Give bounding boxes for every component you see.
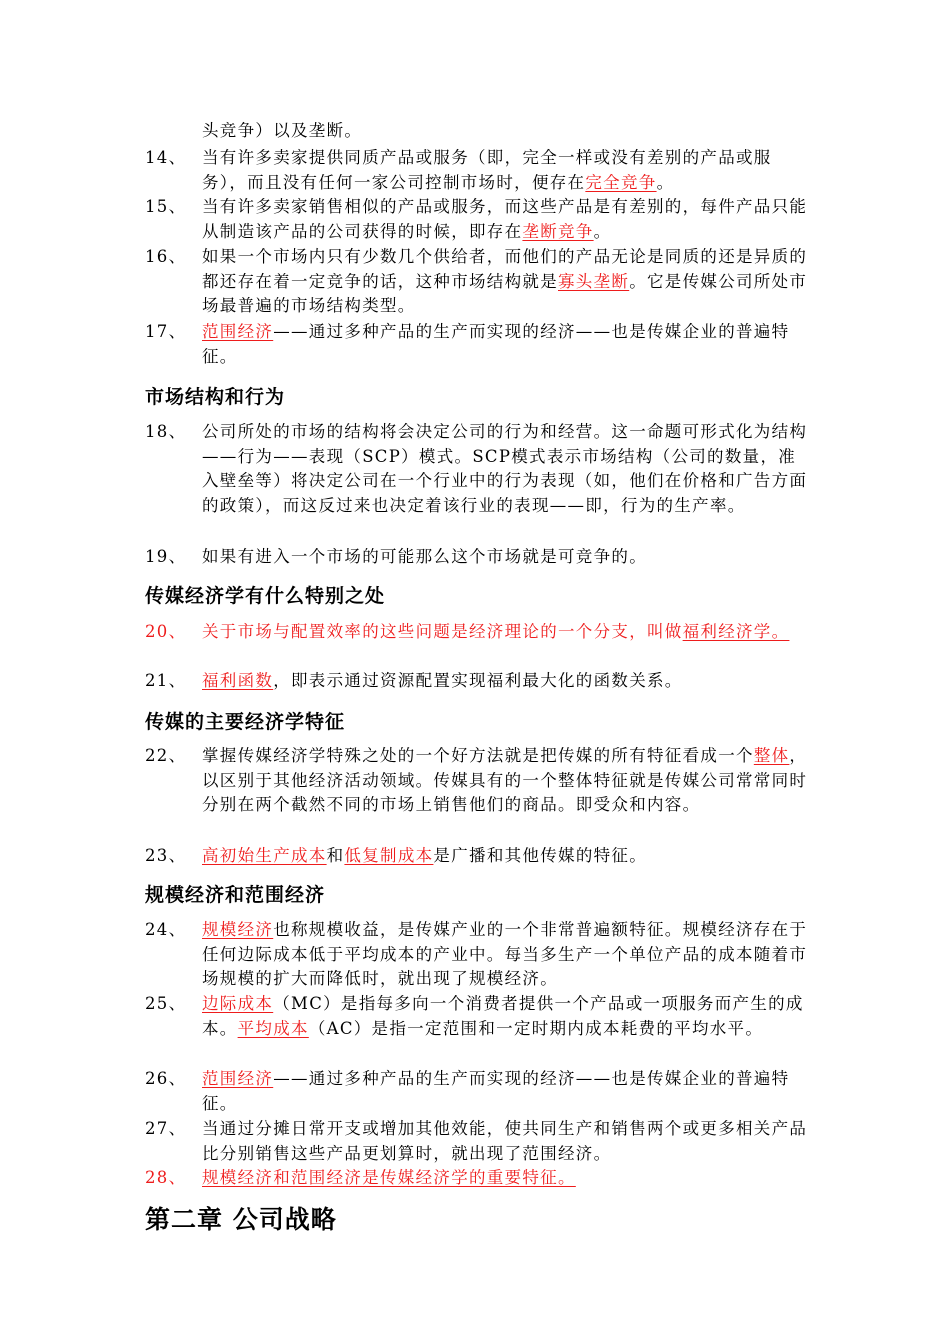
item-text (202, 119, 810, 144)
item-number: 25、 (145, 994, 187, 1013)
item-number: 28、 (145, 1168, 187, 1187)
highlighted-term: 规模经济 (202, 920, 274, 939)
item-number: 20、 (145, 622, 187, 641)
item-number: 16、 (145, 247, 187, 266)
highlighted-term: 福利经济学。 (682, 622, 790, 641)
list-item (145, 918, 810, 992)
text-segment: 如果有进入一个市场的可能那么这个市场就是可竞争的。 (202, 547, 647, 566)
list-item (145, 1117, 810, 1166)
item-text (202, 320, 810, 369)
list-item (145, 545, 810, 570)
list-item (145, 744, 810, 818)
list-item (145, 320, 810, 369)
text-segment: ，以区别于其他经济活动领域。传媒具有的一个整体特征就是传媒公司常常同时分别在两个截然不同的市场上销售他们的商品。即受众和内容。 (202, 746, 808, 814)
section-heading: 规模经济和范围经济 (145, 884, 326, 906)
section-heading: 传媒经济学有什么特别之处 (145, 585, 386, 607)
text-segment: 掌握传媒经济学特殊之处的一个好方法就是把传媒的所有特征看成一个 (202, 746, 754, 765)
text-segment: 是广播和其他传媒的特征。 (433, 846, 648, 865)
text-segment: 关于市场与配置效率的这些问题是经济理论的一个分支，叫做 (202, 622, 683, 641)
item-number: 23、 (145, 846, 187, 865)
list-item (145, 195, 810, 244)
item-text (202, 1117, 810, 1166)
list-item (145, 245, 810, 319)
item-number: 21、 (145, 671, 187, 690)
item-text (202, 918, 810, 992)
highlighted-term: 边际成本 (202, 994, 274, 1013)
text-segment: 。它是传媒公司所处市场最普遍的市场结构类型。 (202, 271, 808, 315)
text-segment: 头竞争）以及垄断。 (202, 121, 363, 140)
text-segment: 当有许多卖家提供同质产品或服务（即，完全一样或没有差别的产品或服务），而且没有任何一家公司控制市场时，便存在 (202, 148, 772, 192)
item-text (202, 545, 810, 570)
text-segment: ，即表示通过资源配置实现福利最大化的函数关系。 (273, 671, 683, 690)
item-text (202, 992, 810, 1041)
item-number: 19、 (145, 547, 187, 566)
highlighted-term: 规模经济和范围经济是传媒经济学的重要特征。 (202, 1168, 576, 1187)
item-text (202, 146, 810, 195)
item-number: 15、 (145, 197, 187, 216)
item-number: 27、 (145, 1119, 187, 1138)
text-segment: 。 (656, 172, 675, 192)
item-text (202, 195, 810, 244)
item-text (202, 744, 810, 818)
item-text (202, 669, 810, 694)
item-number: 22、 (145, 746, 187, 765)
text-segment: 当有许多卖家销售相似的产品或服务，而这些产品是有差别的，每件产品只能从制造该产品的公司获得的时候，即存在 (202, 197, 808, 241)
item-number: 14、 (145, 148, 187, 167)
list-item (145, 844, 810, 869)
highlighted-term: 高初始生产成本 (202, 846, 327, 865)
list-item (145, 992, 810, 1041)
highlighted-term: 平均成本 (237, 1018, 309, 1038)
item-text (202, 1166, 810, 1191)
list-item (145, 119, 810, 144)
list-item (145, 1166, 810, 1191)
item-text (202, 1067, 810, 1116)
list-item (145, 146, 810, 195)
text-segment: 当通过分摊日常开支或增加其他效能，使共同生产和销售两个或更多相关产品比分别销售这些产品更划算时，就出现了范围经济。 (202, 1119, 808, 1163)
item-text (202, 420, 810, 518)
text-segment: 和 (326, 846, 345, 865)
text-segment: 如果一个市场内只有少数几个供给者，而他们的产品无论是同质的还是异质的都还存在着一定竞争的话，这种市场结构就是 (202, 247, 808, 291)
chapter-title: 第二章 公司战略 (145, 1205, 337, 1234)
list-item (145, 669, 810, 694)
list-item (145, 620, 810, 645)
text-segment: 公司所处的市场的结构将会决定公司的行为和经营。这一命题可形式化为结构——行为——表现（SCP）模式。SCP模式表示市场结构（公司的数量，准入壁垒等）将决定公司在一个行业中的行为表现（如，他们在价格和广告方面的政策），而这反过来也决定着该行业的表现——即，行为的生产率。 (202, 422, 808, 515)
item-text (202, 844, 810, 869)
item-number: 24、 (145, 920, 187, 939)
highlighted-term: 范围经济 (202, 322, 274, 341)
section-heading: 市场结构和行为 (145, 386, 286, 408)
text-segment: （AC）是指一定范围和一定时期内成本耗费的平均水平。 (308, 1018, 764, 1038)
highlighted-term: 完全竞争 (585, 172, 657, 192)
highlighted-term: 范围经济 (202, 1069, 274, 1088)
item-number: 18、 (145, 422, 187, 441)
item-text (202, 620, 810, 645)
list-item (145, 1067, 810, 1116)
item-text (202, 245, 810, 319)
item-number: 26、 (145, 1069, 187, 1088)
highlighted-term: 寡头垄断 (558, 271, 630, 291)
text-segment: （MC）是指每多向一个消费者提供一个产品或一项服务而产生的成本。 (202, 994, 804, 1038)
list-item (145, 420, 810, 518)
text-segment: 也称规模收益，是传媒产业的一个非常普遍额特征。规模经济存在于任何边际成本低于平均成本的产业中。每当多生产一个单位产品的成本随着市场规模的扩大而降低时，就出现了规模经济。 (202, 920, 808, 988)
highlighted-term: 垄断竞争 (522, 221, 594, 241)
text-segment: ——通过多种产品的生产而实现的经济——也是传媒企业的普遍特征。 (202, 1069, 790, 1113)
text-segment: ——通过多种产品的生产而实现的经济——也是传媒企业的普遍特征。 (202, 322, 790, 366)
highlighted-term: 低复制成本 (344, 846, 434, 865)
text-segment: 。 (593, 221, 612, 241)
highlighted-term: 整体 (753, 746, 790, 765)
item-number: 17、 (145, 322, 187, 341)
section-heading: 传媒的主要经济学特征 (145, 711, 346, 733)
highlighted-term: 福利函数 (202, 671, 274, 690)
